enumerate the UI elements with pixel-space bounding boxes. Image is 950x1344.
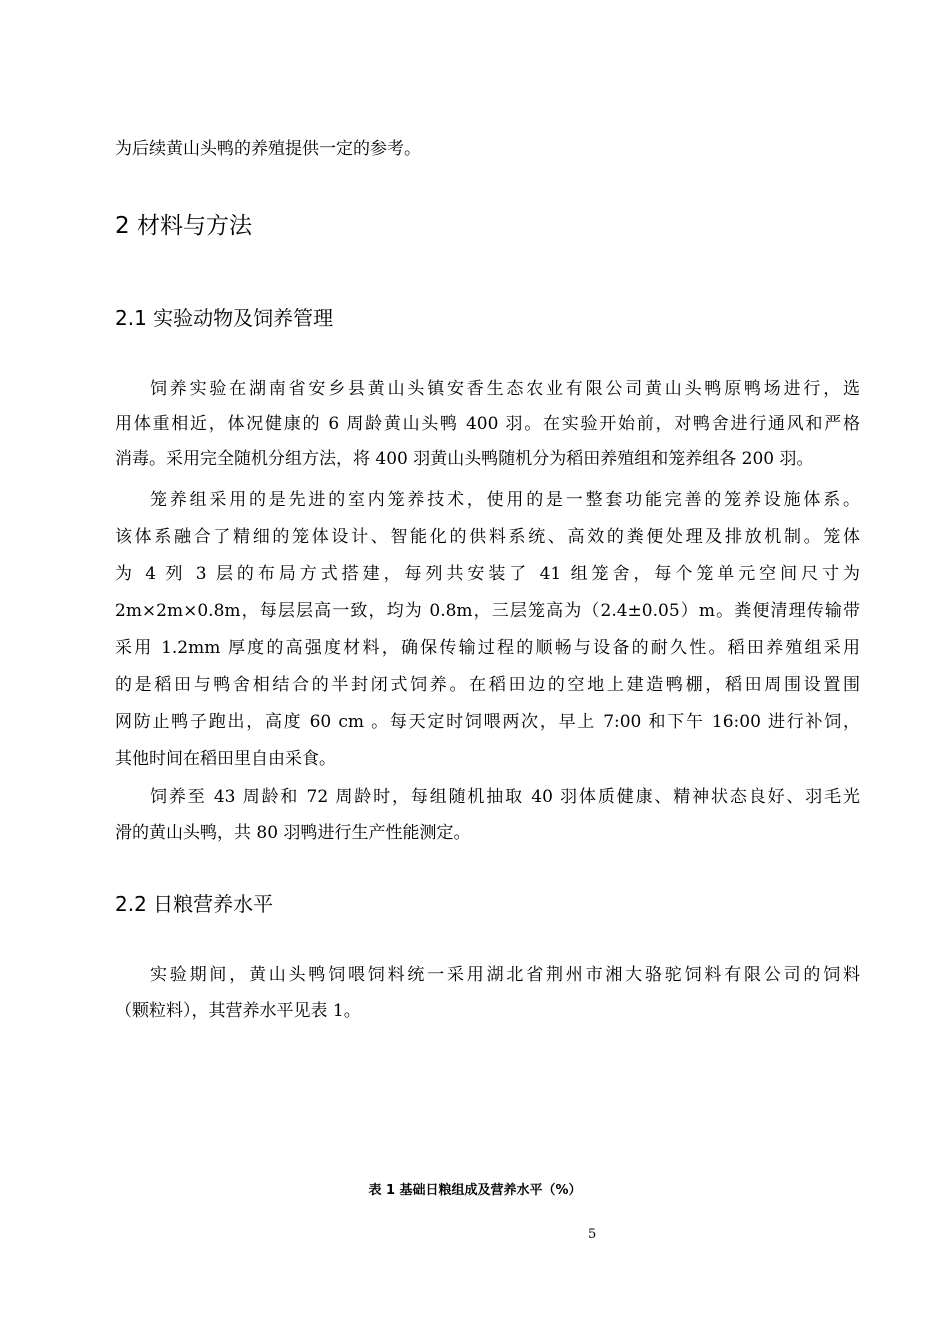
s21-p3-line-2: 滑的黄山头鸭，共 80 羽鸭进行生产性能测定。	[115, 823, 471, 843]
section-2-heading: 2 材料与方法	[115, 213, 252, 239]
s21-p1-line-1: 饲养实验在湖南省安乡县黄山头镇安香生态农业有限公司黄山头鸭原鸭场进行，选	[150, 379, 860, 399]
s21-p2-line-3: 为 4 列 3 层的布局方式搭建，每列共安装了 41 组笼舍，每个笼单元空间尺寸为	[115, 564, 860, 584]
s21-p2-line-1: 笼养组采用的是先进的室内笼养技术，使用的是一整套功能完善的笼养设施体系。	[150, 490, 860, 510]
s21-p2-line-5: 采用 1.2mm 厚度的高强度材料，确保传输过程的顺畅与设备的耐久性。稻田养殖组采用	[115, 638, 860, 658]
s21-p3-line-1: 饲养至 43 周龄和 72 周龄时，每组随机抽取 40 羽体质健康、精神状态良好、羽毛光	[150, 787, 860, 807]
intro-tail-text: 为后续黄山头鸭的养殖提供一定的参考。	[115, 139, 421, 159]
s21-p2-line-8: 其他时间在稻田里自由采食。	[115, 749, 336, 769]
s21-p2-line-4: 2m×2m×0.8m，每层层高一致，均为 0.8m，三层笼高为（2.4±0.05）m。粪便清理传输带	[115, 601, 860, 621]
s21-p1-line-3: 消毒。采用完全随机分组方法，将 400 羽黄山头鸭随机分为稻田养殖组和笼养组各 200 羽。	[115, 449, 814, 469]
s22-p1-line-2: （颗粒料），其营养水平见表 1。	[115, 1001, 361, 1021]
s21-p2-line-7: 网防止鸭子跑出，高度 60 cm 。每天定时饲喂两次，早上 7:00 和下午 16:00 进行补饲，	[115, 712, 860, 732]
s21-p1-line-2: 用体重相近，体况健康的 6 周龄黄山头鸭 400 羽。在实验开始前，对鸭舍进行通风和严格	[115, 414, 860, 434]
s21-p2-line-2: 该体系融合了精细的笼体设计、智能化的供料系统、高效的粪便处理及排放机制。笼体	[115, 527, 860, 547]
table-1-caption: 表 1 基础日粮组成及营养水平（%）	[368, 1183, 582, 1198]
section-2-1-heading: 2.1 实验动物及饲养管理	[115, 306, 334, 330]
section-2-2-heading: 2.2 日粮营养水平	[115, 892, 274, 916]
s22-p1-line-1: 实验期间，黄山头鸭饲喂饲料统一采用湖北省荆州市湘大骆驼饲料有限公司的饲料	[150, 965, 860, 985]
s21-p2-line-6: 的是稻田与鸭舍相结合的半封闭式饲养。在稻田边的空地上建造鸭棚，稻田周围设置围	[115, 675, 860, 695]
page-number: 5	[588, 1227, 597, 1242]
